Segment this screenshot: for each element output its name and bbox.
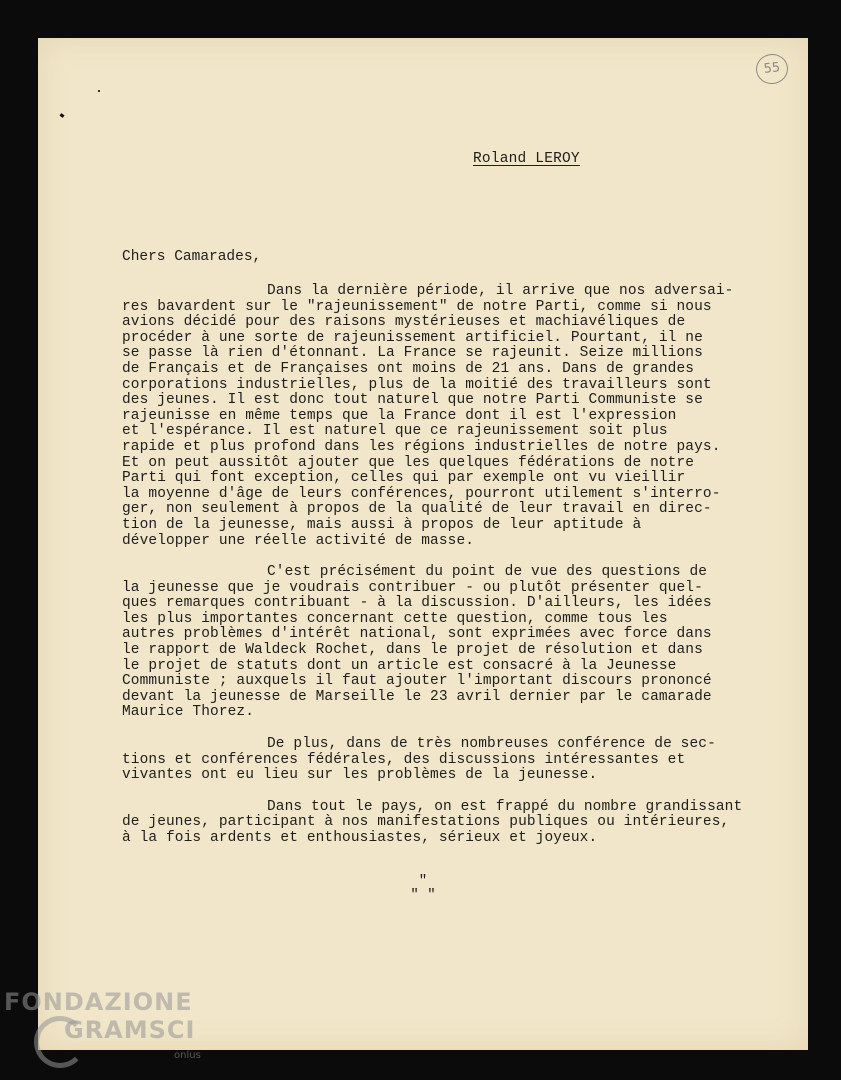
- text-line: développer une réelle activité de masse.: [122, 532, 475, 549]
- text-line: Maurice Thorez.: [122, 704, 255, 721]
- text-line: tion de la jeunesse, mais aussi à propos de leur aptitude à: [122, 516, 642, 533]
- text-line: autres problèmes d'intérêt national, sont exprimées avec force dans: [122, 626, 712, 643]
- text-line: vivantes ont eu lieu sur les problèmes de la jeunesse.: [122, 767, 598, 784]
- paper-speck: [60, 113, 65, 118]
- text-line: et l'espérance. Il est naturel que ce rajeunissement soit plus: [122, 423, 668, 440]
- salutation: Chers Camarades,: [122, 249, 262, 265]
- text-line: rajeunisse en même temps que la France dont il est l'expression: [122, 407, 677, 424]
- text-line: le projet de statuts dont un article est consacré à la Jeunesse: [122, 657, 677, 674]
- text-line: Parti qui font exception, celles qui par exemple ont vu vieillir: [122, 470, 686, 487]
- document-page: [38, 38, 808, 1050]
- watermark-line-2: GRAMSCI: [64, 1016, 196, 1044]
- text-line: ques remarques contribuant - à la discussion. D'ailleurs, les idées: [122, 595, 712, 612]
- text-line: Dans tout le pays, on est frappé du nombre grandissant: [267, 798, 743, 815]
- text-line: Communiste ; auxquels il faut ajouter l'important discours prononcé: [122, 673, 712, 690]
- text-line: de Français et de Françaises ont moins de 21 ans. Dans de grandes: [122, 360, 695, 377]
- closing-mark-bottom: " ": [410, 887, 436, 903]
- paragraph: [122, 565, 782, 721]
- text-line: les plus importantes concernant cette question, comme tous les: [122, 610, 668, 627]
- archive-page-stamp: 55: [755, 52, 790, 85]
- paragraph: [122, 284, 782, 549]
- closing-mark-top: ": [418, 873, 428, 889]
- paragraph: [122, 800, 782, 847]
- text-line: le rapport de Waldeck Rochet, dans le projet de résolution et dans: [122, 642, 703, 659]
- text-line: avions décidé pour des raisons mystérieuses et machiavéliques de: [122, 314, 686, 331]
- text-line: rapide et plus profond dans les régions industrielles de notre pays.: [122, 438, 721, 455]
- text-line: devant la jeunesse de Marseille le 23 avril dernier par le camarade: [122, 688, 712, 705]
- text-line: tions et conférences fédérales, des discussions intéressantes et: [122, 751, 686, 768]
- watermark-line-3: onlus: [174, 1050, 201, 1061]
- text-line: ger, non seulement à propos de la qualité de leur travail en direc-: [122, 501, 712, 518]
- text-line: procéder à une sorte de rajeunissement artificiel. Pourtant, il ne: [122, 329, 703, 346]
- closing-marks: [38, 874, 808, 902]
- text-line: res bavardent sur le "rajeunissement" de notre Parti, comme si nous: [122, 298, 712, 315]
- text-line: Dans la dernière période, il arrive que nos adversai-: [267, 283, 734, 299]
- text-line: C'est précisément du point de vue des questions de: [267, 564, 708, 581]
- text-line: la jeunesse que je voudrais contribuer - ou plutôt présenter quel-: [122, 579, 703, 596]
- watermark-line-1: FONDAZIONE: [4, 988, 193, 1016]
- paragraph: [122, 737, 782, 784]
- text-line: Et on peut aussitôt ajouter que les quelques fédérations de notre: [122, 454, 695, 471]
- text-line: corporations industrielles, plus de la moitié des travailleurs sont: [122, 376, 712, 393]
- text-line: se passe là rien d'étonnant. La France se rajeunit. Seize millions: [122, 345, 703, 362]
- text-line: la moyenne d'âge de leurs conférences, pourront utilement s'interro-: [122, 485, 721, 502]
- letter-body: [122, 284, 782, 863]
- text-line: De plus, dans de très nombreuses conférence de sec-: [267, 736, 716, 753]
- text-line: de jeunes, participant à nos manifestations publiques ou intérieures,: [122, 814, 730, 831]
- paper-speck: [98, 90, 100, 92]
- archive-watermark: [4, 988, 244, 1068]
- author-heading: Roland LEROY: [473, 151, 580, 167]
- text-line: à la fois ardents et enthousiastes, sérieux et joyeux.: [122, 830, 598, 846]
- text-line: des jeunes. Il est donc tout naturel que notre Parti Communiste se: [122, 392, 703, 409]
